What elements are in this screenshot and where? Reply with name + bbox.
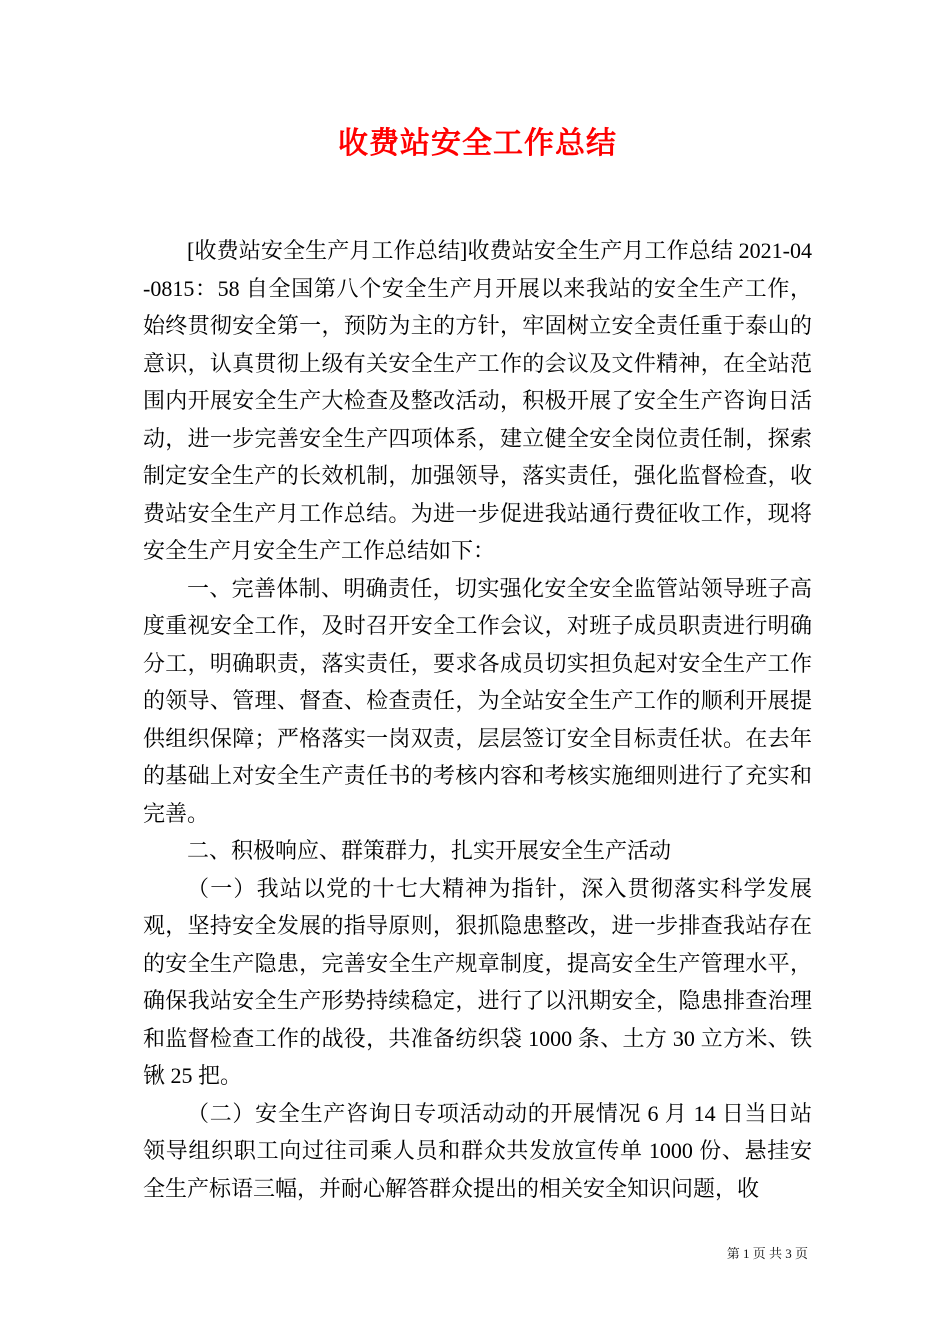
paragraph-section-2-heading: 二、积极响应、群策群力，扎实开展安全生产活动 <box>187 838 672 863</box>
document-title: 收费站安全工作总结 <box>338 127 617 160</box>
paragraph-section-2-item-2: （二）安全生产咨询日专项活动动的开展情况 6 月 14 日当日站领导组织职工向过往司乘人员和群众共发放宣传单 1000 份、悬挂安全生产标语三幅，并耐心解答群众提出的相关安全知识问题，收 <box>143 1100 812 1201</box>
page-footer <box>727 1246 808 1262</box>
paragraph-section-1: 一、完善体制、明确责任，切实强化安全安全监管站领导班子高度重视安全工作，及时召开安全工作会议，对班子成员职责进行明确分工，明确职责，落实责任，要求各成员切实担负起对安全生产工作的领导、管理、督查、检查责任，为全站安全生产工作的顺利开展提供组织保障；严格落实一岗双责，层层签订安全目标责任状。在去年的基础上对安全生产责任书的考核内容和考核实施细则进行了充实和完善。 <box>143 575 812 826</box>
document-body <box>143 232 812 1207</box>
paragraph-intro: [收费站安全生产月工作总结]收费站安全生产月工作总结 2021-04-0815：58 自全国第八个安全生产月开展以来我站的安全生产工作，始终贯彻安全第一，预防为主的方针，牢固树立安全责任重于泰山的意识，认真贯彻上级有关安全生产工作的会议及文件精神，在全站范围内开展安全生产大检查及整改活动，积极开展了安全生产咨询日活动，进一步完善安全生产四项体系，建立健全安全岗位责任制，探索制定安全生产的长效机制，加强领导，落实责任，强化监督检查，收费站安全生产月工作总结。为进一步促进我站通行费征收工作，现将安全生产月安全生产工作总结如下： <box>143 238 812 563</box>
paragraph-section-2-item-1: （一）我站以党的十七大精神为指针，深入贯彻落实科学发展观，坚持安全发展的指导原则，狠抓隐患整改，进一步排查我站存在的安全生产隐患，完善安全生产规章制度，提高安全生产管理水平，确保我站安全生产形势持续稳定，进行了以汛期安全，隐患排查治理和监督检查工作的战役，共准备纺织袋 1000 条、土方 30 立方米、铁锹 25 把。 <box>143 875 812 1088</box>
page-number: 第 1 页 共 3 页 <box>726 1246 808 1261</box>
